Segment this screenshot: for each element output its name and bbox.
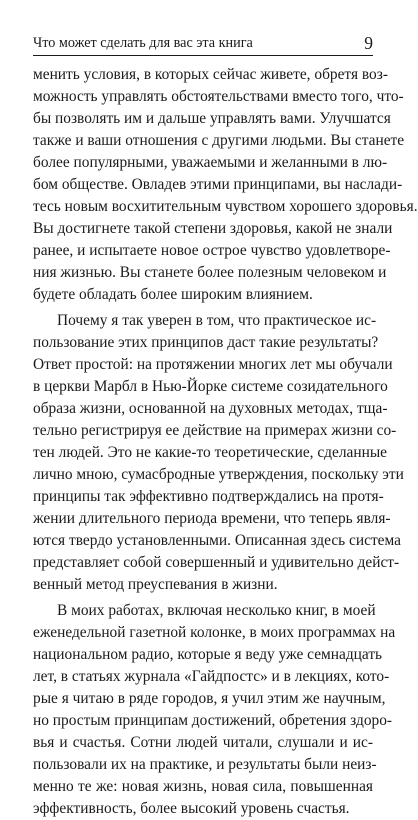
text-line: лет, в статьях журнала «Гайдпостс» и в лекциях, кото- bbox=[33, 668, 390, 685]
running-header bbox=[33, 33, 373, 56]
text-line: В моих работах, включая несколько книг, в моей bbox=[57, 602, 376, 619]
text-line: менно те же: новая жизнь, новая сила, повышенная bbox=[33, 778, 373, 795]
text-line: представляет собой совершенный и удивительно дейст- bbox=[33, 554, 400, 571]
page-number: 9 bbox=[364, 33, 373, 53]
text-line: национальном радио, которые я веду уже семнадцать bbox=[33, 646, 383, 663]
text-line: лично мною, сумасбродные утверждения, поскольку эти bbox=[33, 466, 404, 483]
text-line: но простым принципам достижений, обретения здоро- bbox=[33, 712, 393, 729]
text-line: в церкви Марбл в Нью-Йорке системе созидательного bbox=[33, 378, 388, 395]
text-line: пользование этих принципов даст такие результаты? bbox=[33, 334, 379, 351]
text-line: принципы так эффективно подтверждались на протя- bbox=[33, 488, 384, 505]
text-line: ранее, и испытаете новое острое чувство удовлетворе- bbox=[33, 242, 391, 259]
text-line: Почему я так уверен в том, что практическое ис- bbox=[57, 312, 377, 329]
paragraph-3 bbox=[33, 600, 396, 820]
text-line: еженедельной газетной колонке, в моих программах на bbox=[33, 624, 396, 641]
text-line: будете обладать более широким влиянием. bbox=[33, 286, 313, 303]
text-line: эффективность, более высокий уровень счастья. bbox=[33, 800, 350, 817]
text-line: рые я читаю в ряде городов, я учил этим же научным, bbox=[33, 690, 386, 707]
text-line: образа жизни, основанной на духовных методах, тща- bbox=[33, 400, 388, 417]
text-line: более популярными, уважаемыми и желанными в лю- bbox=[33, 154, 388, 171]
text-line: бы позволять им и дальше управлять вами. Улучшатся bbox=[33, 110, 391, 127]
text-line: ния жизнью. Вы станете более полезным человеком и bbox=[33, 264, 387, 281]
running-title: Что может сделать для вас эта книга bbox=[33, 35, 253, 51]
paragraph-2 bbox=[33, 310, 404, 596]
text-line: жении длительного периода времени, что теперь явля- bbox=[33, 510, 391, 527]
text-line: также и ваши отношения с другими людьми. Вы станете bbox=[33, 132, 405, 149]
text-line: менить условия, в которых сейчас живете, обретя воз- bbox=[33, 66, 388, 83]
body-text bbox=[33, 64, 418, 820]
text-line: бом обществе. Овладев этими принципами, вы наслади- bbox=[33, 176, 403, 193]
text-line: вья и счастья. Сотни людей читали, слушали и ис- bbox=[33, 734, 373, 751]
text-line: тельно регистрируя ее действие на примерах жизни со- bbox=[33, 422, 397, 439]
text-line: Ответ простой: на протяжении многих лет мы обучали bbox=[33, 356, 393, 373]
text-line: пользовали их на практике, и результаты были неиз- bbox=[33, 756, 377, 773]
text-line: Вы достигнете такой степени здоровья, какой не знали bbox=[33, 220, 393, 237]
text-line: ются твердо установленными. Описанная здесь система bbox=[33, 532, 401, 549]
text-line: венный метод преуспевания в жизни. bbox=[33, 576, 278, 593]
paragraph-1 bbox=[33, 64, 418, 306]
text-line: тен людей. Это не какие-то теоретические, сделанные bbox=[33, 444, 387, 461]
text-line: можность управлять обстоятельствами вместо того, что- bbox=[33, 88, 404, 105]
text-line: тесь новым восхитительным чувством хорошего здоровья. bbox=[33, 198, 418, 215]
